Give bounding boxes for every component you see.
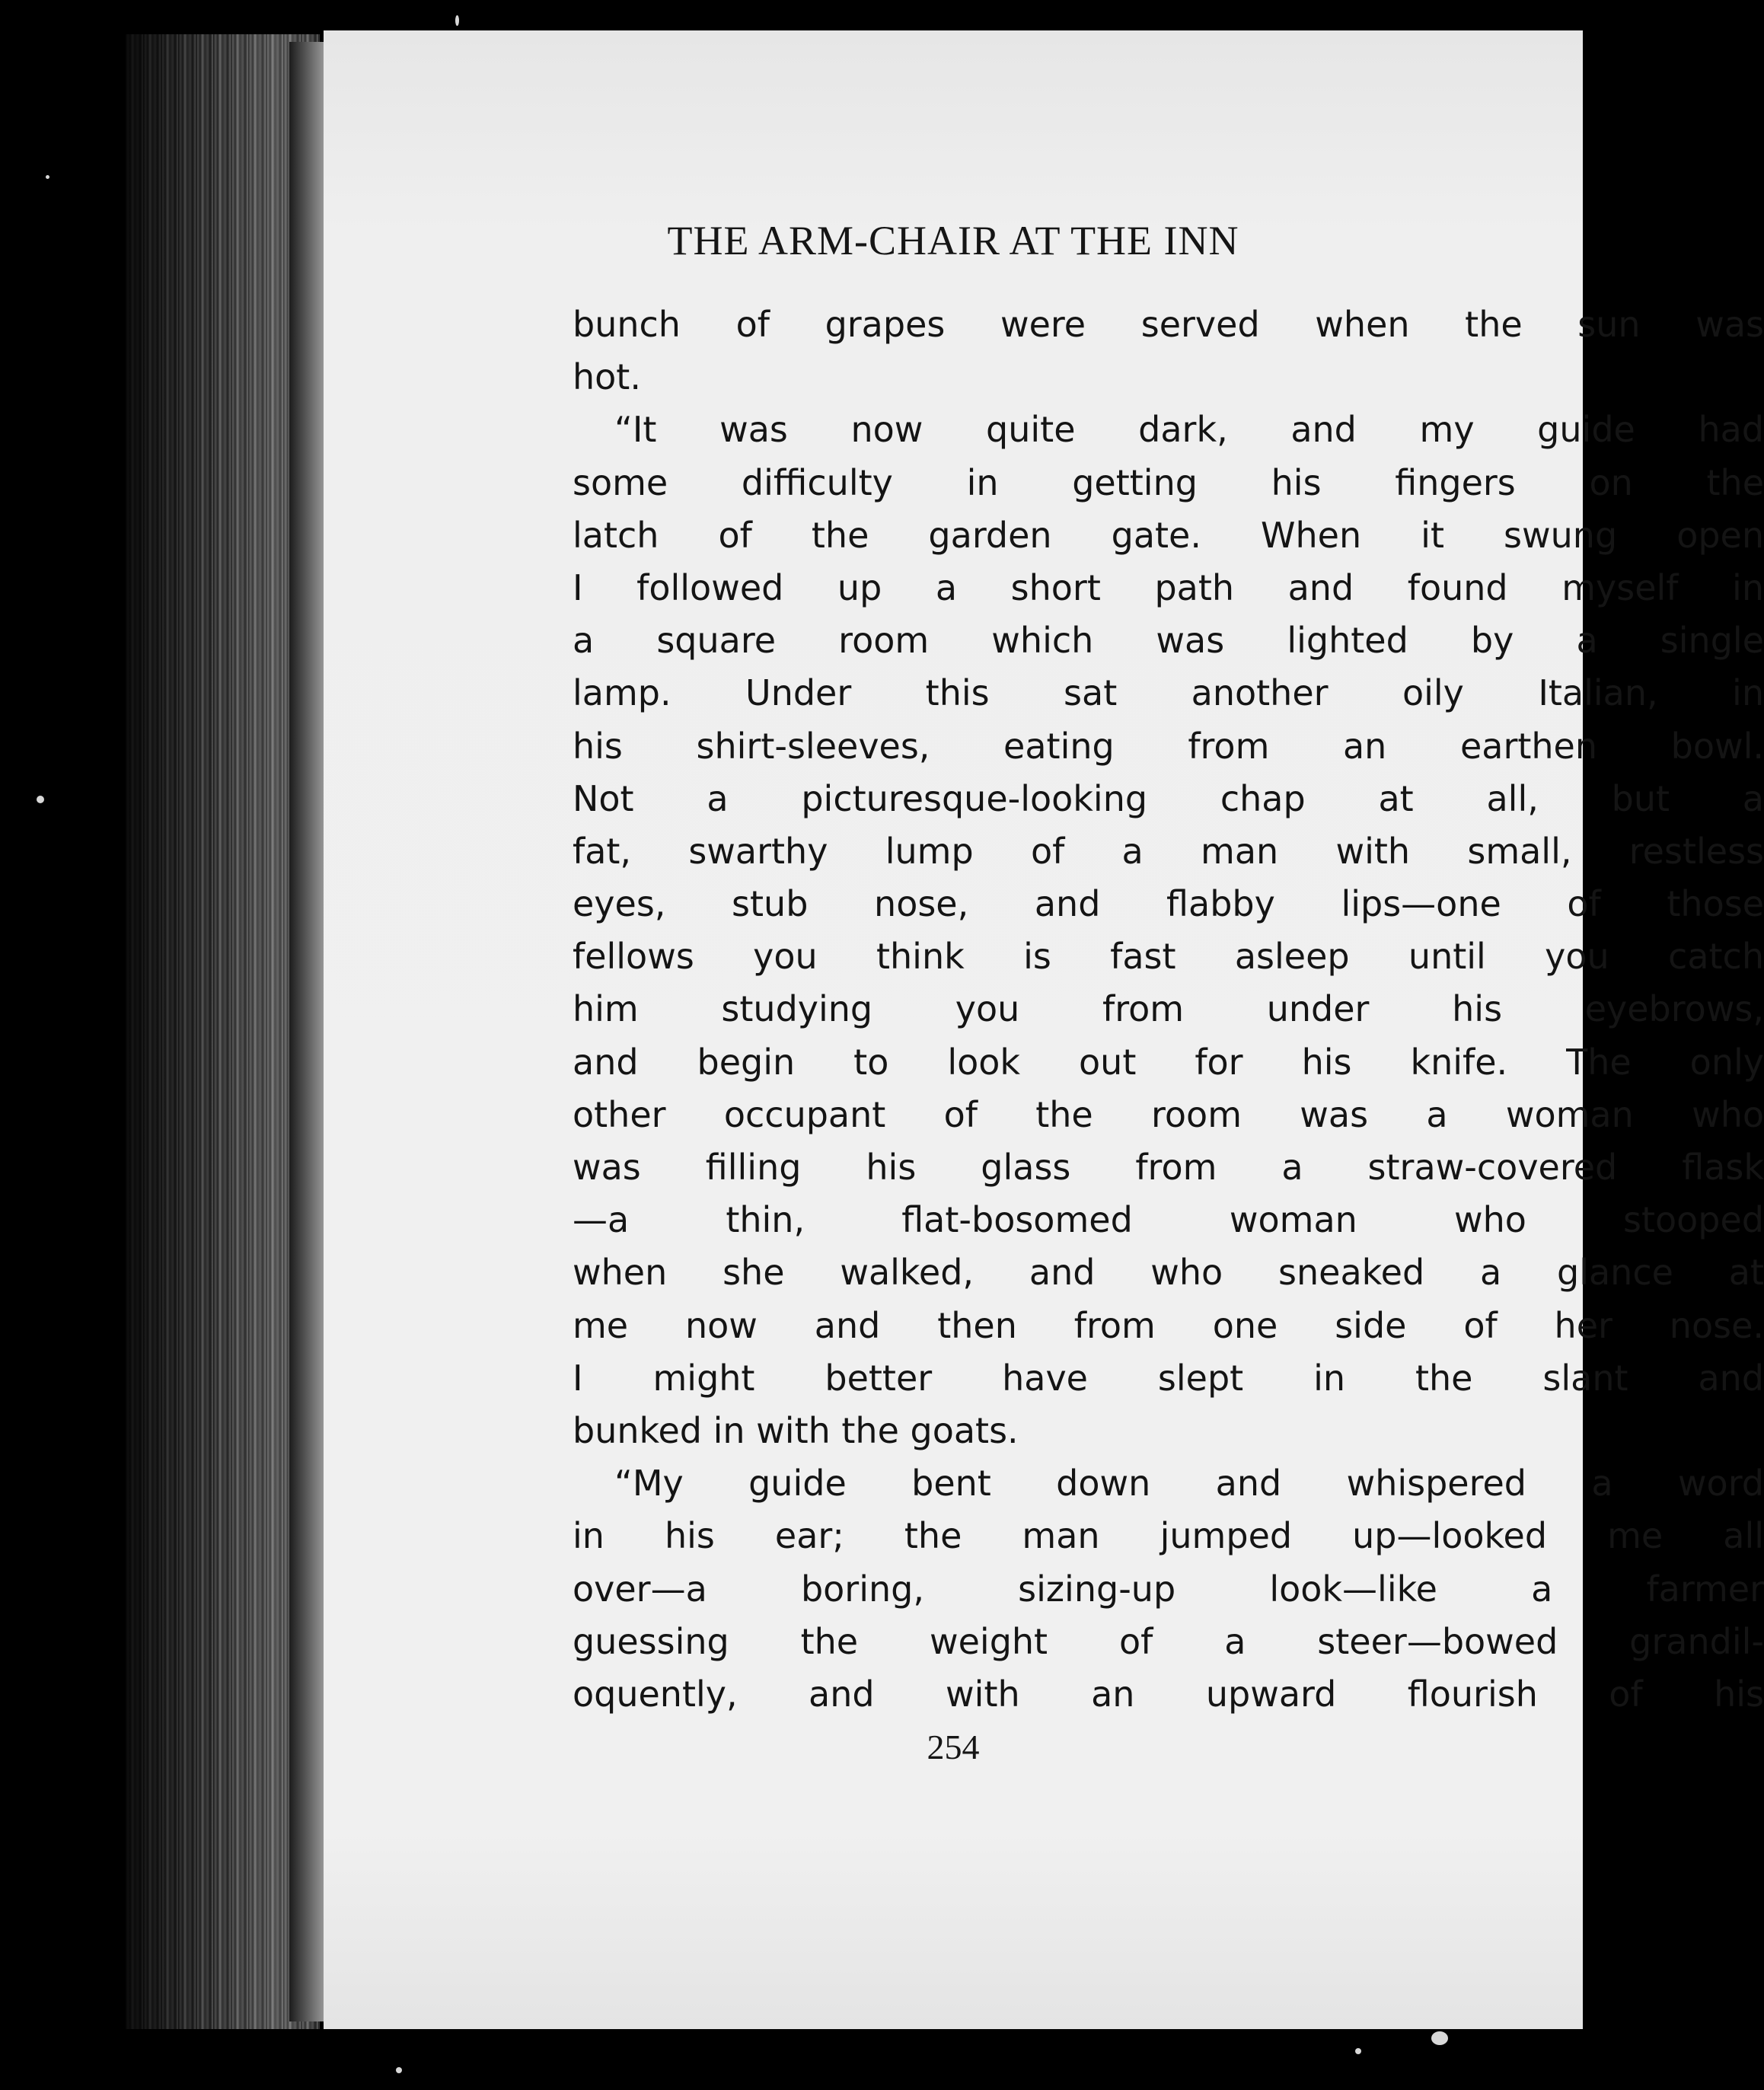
text-line: I might better have slept in the slant and [573, 1357, 1764, 1399]
text-line: I followed up a short path and found myself in [573, 566, 1764, 608]
text-line: in his ear; the man jumped up—looked me all [573, 1515, 1764, 1557]
text-line: bunked in with the goats. [573, 1409, 1019, 1451]
text-line: bunch of grapes were served when the sun was [573, 304, 1764, 345]
book-page [324, 30, 1764, 2029]
dust-speck [455, 15, 459, 26]
page-number: 254 [927, 1728, 980, 1766]
text-line: and begin to look out for his knife. The only [573, 1041, 1764, 1083]
text-line: “It was now quite dark, and my guide had [614, 409, 1764, 451]
text-line: when she walked, and who sneaked a glance at [573, 1252, 1764, 1294]
text-line: other occupant of the room was a woman who [573, 1093, 1764, 1135]
text-line: fat, swarthy lump of a man with small, restless [573, 830, 1764, 872]
dust-speck [1431, 2031, 1448, 2045]
text-line: some difficulty in getting his fingers on the [573, 461, 1764, 503]
text-line: Not a picturesque-looking chap at all, but a [573, 777, 1764, 819]
dust-speck [46, 175, 49, 179]
text-line: his shirt-sleeves, eating from an earthen bowl. [573, 725, 1764, 767]
text-line: guessing the weight of a steer—bowed grandil- [573, 1620, 1764, 1662]
running-head: THE ARM-CHAIR AT THE INN [667, 218, 1239, 263]
text-line: “My guide bent down and whispered a word [614, 1463, 1764, 1504]
dust-speck [396, 2067, 402, 2073]
dust-speck [37, 796, 44, 803]
text-line: was filling his glass from a straw-covered flask [573, 1147, 1764, 1188]
text-line: fellows you think is fast asleep until you catch [573, 936, 1764, 978]
text-line: lamp. Under this sat another oily Italian, in [573, 672, 1764, 714]
text-line: —a thin, flat-bosomed woman who stooped [573, 1199, 1764, 1241]
body-text [573, 298, 1764, 1721]
text-line: a square room which was lighted by a single [573, 620, 1764, 662]
dust-speck [1355, 2048, 1361, 2054]
text-line: over—a boring, sizing-up look—like a farmer [573, 1568, 1764, 1610]
text-line: oquently, and with an upward flourish of his [573, 1673, 1764, 1715]
text-line: him studying you from under his eyebrows, [573, 988, 1764, 1030]
text-line: me now and then from one side of her nose. [573, 1304, 1764, 1346]
text-line: eyes, stub nose, and flabby lips—one of those [573, 883, 1764, 925]
text-line: hot. [573, 356, 641, 398]
text-line: latch of the garden gate. When it swung open [573, 514, 1764, 556]
